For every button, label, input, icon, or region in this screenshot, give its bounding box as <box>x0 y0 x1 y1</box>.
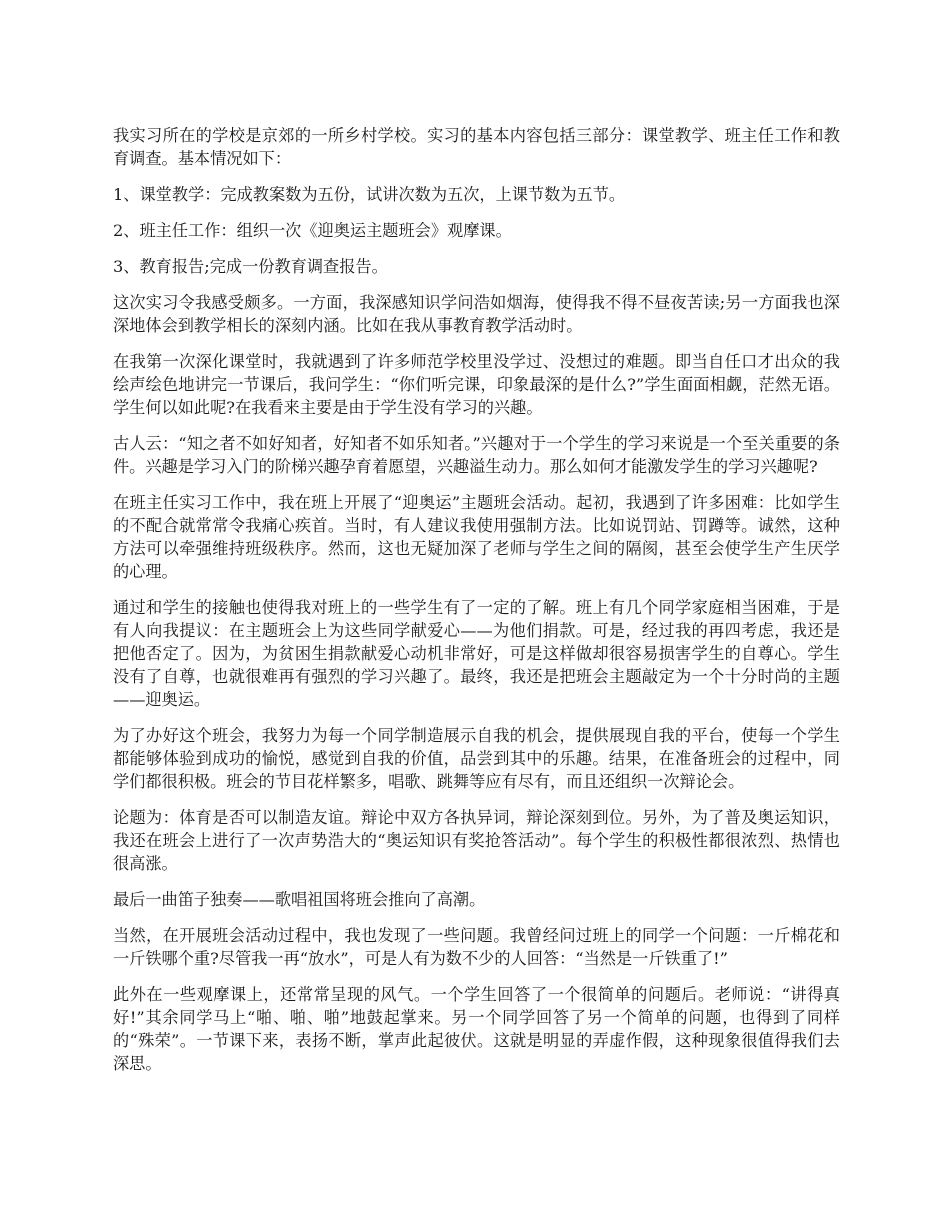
paragraph: 这次实习令我感受颇多。一方面，我深感知识学问浩如烟海，使得我不得不昼夜苦读;另一方面我也深深地体会到教学相长的深刻内涵。比如在我从事教育教学活动时。 <box>113 293 840 335</box>
paragraph-item-3: 3、教育报告;完成一份教育调查报告。 <box>113 257 388 276</box>
paragraph: 最后一曲笛子独奏——歌唱祖国将班会推向了高潮。 <box>113 890 486 909</box>
paragraph: 在班主任实习工作中，我在班上开展了“迎奥运”主题班会活动。起初，我遇到了许多困难：比如学生的不配合就常常令我痛心疾首。当时，有人建议我使用强制方法。比如说罚站、罚蹲等。诚然，这种方法可以牵强维持班级秩序。然而，这也无疑加深了老师与学生之间的隔阂，甚至会使学生产生厌学的心理。 <box>113 493 840 581</box>
paragraph-item-1: 1、课堂教学：完成教案数为五份，试讲次数为五次，上课节数为五节。 <box>113 185 626 204</box>
paragraph-item-2: 2、班主任工作：组织一次《迎奥运主题班会》观摩课。 <box>113 221 512 240</box>
paragraph: 在我第一次深化课堂时，我就遇到了许多师范学校里没学过、没想过的难题。即当自任口才出众的我绘声绘色地讲完一节课后，我问学生：“你们听完课，印象最深的是什么?”学生面面相觑，茫然无语。学生何以如此呢?在我看来主要是由于学生没有学习的兴趣。 <box>113 352 840 417</box>
paragraph: 通过和学生的接触也使得我对班上的一些学生有了一定的了解。班上有几个同学家庭相当困难，于是有人向我提议：在主题班会上为这些同学献爱心——为他们捐款。可是，经过我的再四考虑，我还是把他否定了。因为，为贫困生捐款献爱心动机非常好，可是这样做却很容易损害学生的自尊心。学生没有了自尊，也就很难再有强烈的学习兴趣了。最终，我还是把班会主题敲定为一个十分时尚的主题——迎奥运。 <box>113 598 840 709</box>
paragraph-intro: 我实习所在的学校是京郊的一所乡村学校。实习的基本内容包括三部分：课堂教学、班主任工作和教育调查。基本情况如下： <box>113 126 840 168</box>
paragraph: 古人云：“知之者不如好知者，好知者不如乐知者。”兴趣对于一个学生的学习来说是一个至关重要的条件。兴趣是学习入门的阶梯兴趣孕育着愿望，兴趣溢生动力。那么如何才能激发学生的学习兴趣呢? <box>113 434 840 476</box>
paragraph: 当然，在开展班会活动过程中，我也发现了一些问题。我曾经问过班上的同学一个问题：一斤棉花和一斤铁哪个重?尽管我一再“放水”，可是人有为数不少的人回答：“当然是一斤铁重了!” <box>113 926 840 968</box>
paragraph: 论题为：体育是否可以制造友谊。辩论中双方各执异词，辩论深刻到位。另外，为了普及奥运知识，我还在班会上进行了一次声势浩大的“奥运知识有奖抢答活动”。每个学生的积极性都很浓烈、热情也很高涨。 <box>113 808 840 873</box>
document-body <box>113 124 840 1088</box>
paragraph: 为了办好这个班会，我努力为每一个同学制造展示自我的机会，提供展现自我的平台，使每一个学生都能够体验到成功的愉悦，感觉到自我的价值，品尝到其中的乐趣。结果，在准备班会的过程中，同学们都很积极。班会的节目花样繁多，唱歌、跳舞等应有尽有，而且还组织一次辩论会。 <box>113 726 840 791</box>
paragraph: 此外在一些观摩课上，还常常呈现的风气。一个学生回答了一个很简单的问题后。老师说：“讲得真好!”其余同学马上“啪、啪、啪”地鼓起掌来。另一个同学回答了另一个简单的问题，也得到了同样的“殊荣”。一节课下来，表扬不断，掌声此起彼伏。这就是明显的弄虚作假，这种现象很值得我们去深思。 <box>113 985 840 1073</box>
